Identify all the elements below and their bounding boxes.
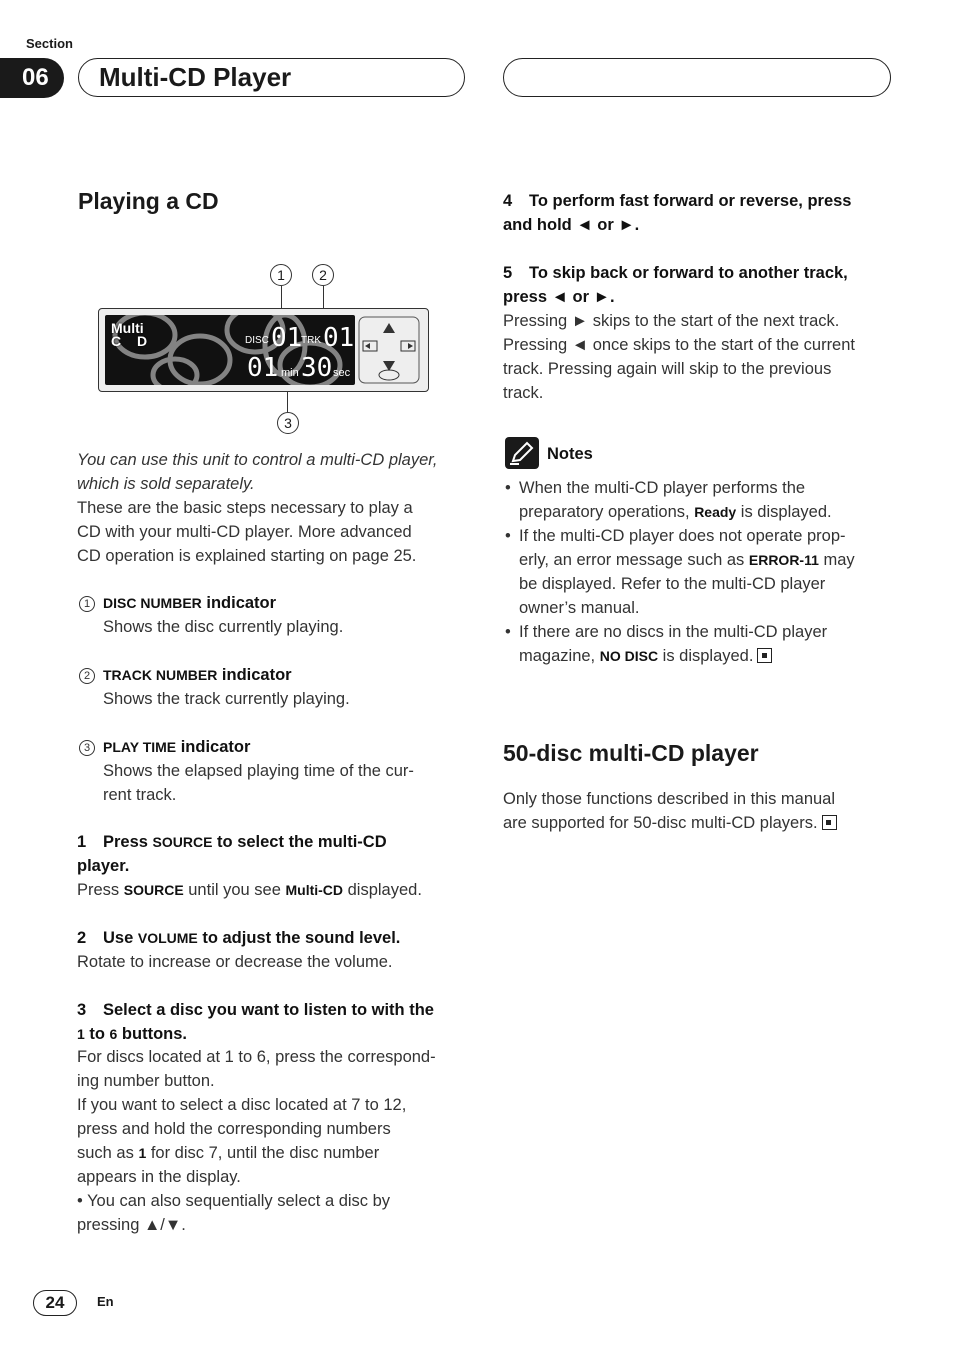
indicator-disc-title: 1 DISC NUMBER indicator xyxy=(79,591,276,615)
callout-1: 1 xyxy=(270,264,292,286)
indicator-time-desc-1: Shows the elapsed playing time of the cur- xyxy=(103,762,414,780)
step-3-text-5: such as 1 for disc 7, until the disc number xyxy=(77,1144,380,1162)
chapter-title: Multi-CD Player xyxy=(78,58,465,97)
note-3-bullet: • xyxy=(505,623,511,641)
heading-50-disc: 50-disc multi-CD player xyxy=(503,740,759,766)
stop-icon xyxy=(822,815,837,830)
step-5-heading: 5 To skip back or forward to another track, xyxy=(503,264,848,282)
step-3-heading-cont: 1 to 6 buttons. xyxy=(77,1025,187,1043)
section-number: 06 xyxy=(0,58,64,98)
intro-italic-1: You can use this unit to control a multi-CD player, xyxy=(77,451,438,469)
display-screen xyxy=(105,315,355,385)
step-3-text-7: • You can also sequentially select a disc by xyxy=(77,1192,391,1210)
note-2-line-4: owner’s manual. xyxy=(519,599,640,617)
language-label: En xyxy=(97,1294,114,1309)
intro-1: These are the basic steps necessary to play a xyxy=(77,499,413,517)
step-3-text-3: If you want to select a disc located at 7 to 12, xyxy=(77,1096,407,1114)
intro-italic-2: which is sold separately. xyxy=(77,475,255,493)
stop-icon xyxy=(757,648,772,663)
step-1-heading: 1 Press SOURCE to select the multi-CD xyxy=(77,833,387,851)
callout-3: 3 xyxy=(277,412,299,434)
callout-2: 2 xyxy=(312,264,334,286)
disc-label: DISC xyxy=(245,335,269,346)
joystick-icon xyxy=(357,315,421,385)
intro-3: CD operation is explained starting on page 25. xyxy=(77,547,417,565)
indicator-disc-desc: Shows the disc currently playing. xyxy=(103,618,344,636)
step-3-text-4: press and hold the corresponding numbers xyxy=(77,1120,391,1138)
indicator-time-title: 3 PLAY TIME indicator xyxy=(79,735,250,759)
sec-label: sec xyxy=(333,367,351,379)
step-3-text-1: For discs located at 1 to 6, press the correspond- xyxy=(77,1048,436,1066)
step-4-heading: 4 To perform fast forward or reverse, press xyxy=(503,192,852,210)
note-2-bullet: • xyxy=(505,527,511,545)
step-2-heading: 2 Use VOLUME to adjust the sound level. xyxy=(77,929,401,947)
chapter-title-right-box xyxy=(503,58,891,97)
note-1-bullet: • xyxy=(505,479,511,497)
step-2-text: Rotate to increase or decrease the volume. xyxy=(77,953,393,971)
note-1-line-2: preparatory operations, Ready is displayed. xyxy=(519,503,832,521)
step-4-heading-cont: and hold ◄ or ►. xyxy=(503,216,640,234)
multi-cd-logo: Multi C D xyxy=(111,320,154,349)
callout-3-leader xyxy=(287,392,288,412)
step-5-text-1: Pressing ► skips to the start of the next track. xyxy=(503,312,840,330)
play-time-sec-value: 30 xyxy=(301,353,333,383)
note-2-line-3: be displayed. Refer to the multi-CD player xyxy=(519,575,826,593)
trk-label: TRK xyxy=(301,335,321,346)
heading-playing-cd: Playing a CD xyxy=(78,188,219,214)
note-3-line-1: If there are no discs in the multi-CD player xyxy=(519,623,828,641)
track-number-value: 01 xyxy=(323,323,355,353)
note-2-line-1: If the multi-CD player does not operate prop- xyxy=(519,527,846,545)
indicator-time-desc-2: rent track. xyxy=(103,786,177,804)
min-label: min xyxy=(281,367,299,379)
notes-pencil-icon xyxy=(505,437,539,469)
p50-line-1: Only those functions described in this manual xyxy=(503,790,836,808)
notes-title: Notes xyxy=(547,445,593,463)
section-label: Section xyxy=(26,36,73,51)
display-panel xyxy=(98,308,429,392)
page-number: 24 xyxy=(33,1290,77,1316)
play-time-min-value: 01 xyxy=(247,353,279,383)
step-3-text-6: appears in the display. xyxy=(77,1168,241,1186)
intro-2: CD with your multi-CD player. More advanced xyxy=(77,523,412,541)
indicator-track-desc: Shows the track currently playing. xyxy=(103,690,350,708)
indicator-track-title: 2 TRACK NUMBER indicator xyxy=(79,663,292,687)
step-3-text-2: ing number button. xyxy=(77,1072,215,1090)
step-1-text: Press SOURCE until you see Multi-CD displayed. xyxy=(77,881,422,899)
p50-line-2: are supported for 50-disc multi-CD players. xyxy=(503,811,837,835)
step-5-heading-cont: press ◄ or ►. xyxy=(503,288,615,306)
step-5-text-4: track. xyxy=(503,384,544,402)
note-1-line-1: When the multi-CD player performs the xyxy=(519,479,806,497)
step-3-heading: 3 Select a disc you want to listen to with the xyxy=(77,1001,434,1019)
step-5-text-3: track. Pressing again will skip to the previous xyxy=(503,360,832,378)
step-1-heading-cont: player. xyxy=(77,857,130,875)
disc-number-value: 01 xyxy=(271,323,303,353)
step-5-text-2: Pressing ◄ once skips to the start of the current xyxy=(503,336,855,354)
note-3-line-2: magazine, NO DISC is displayed. xyxy=(519,644,772,668)
note-2-line-2: erly, an error message such as ERROR-11 may xyxy=(519,551,855,569)
step-3-text-8: pressing ▲/▼. xyxy=(77,1216,186,1234)
